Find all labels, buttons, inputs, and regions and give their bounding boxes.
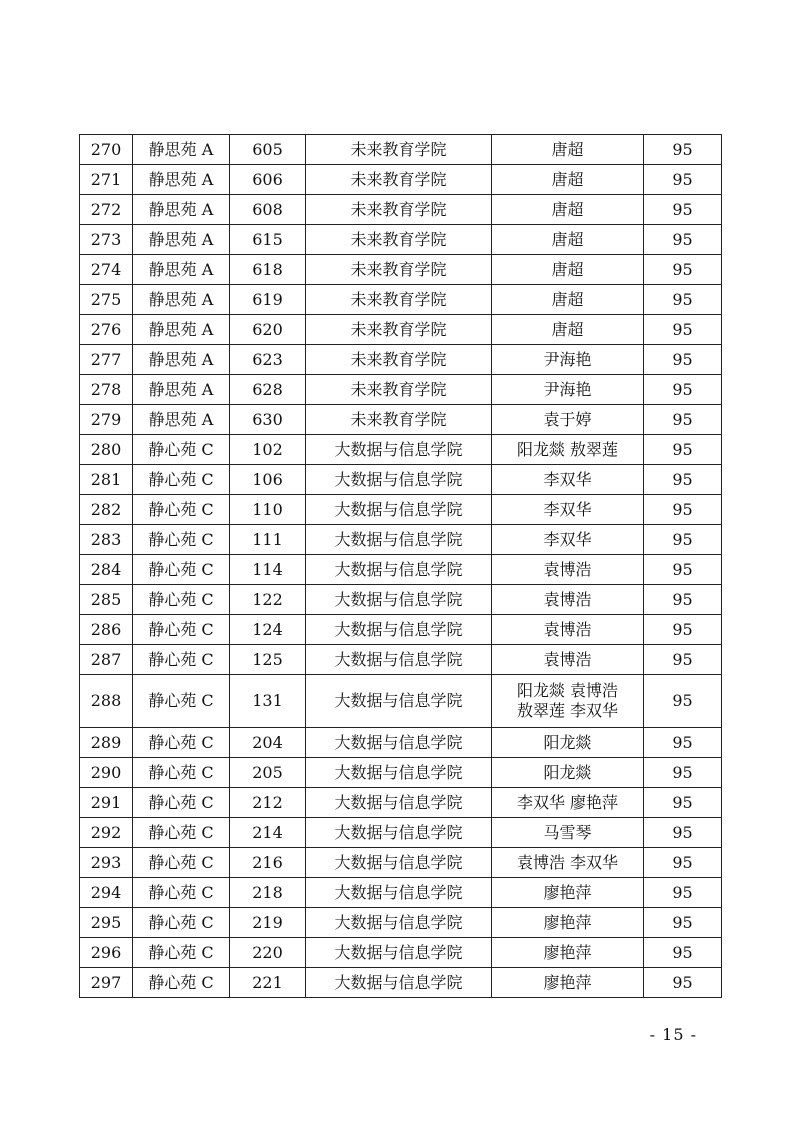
table-row bbox=[80, 315, 722, 345]
table-row bbox=[80, 908, 722, 938]
room-number-cell: 630 bbox=[230, 405, 306, 435]
row-index-cell: 279 bbox=[80, 405, 133, 435]
college-cell: 未来教育学院 bbox=[306, 345, 492, 375]
row-index-cell: 272 bbox=[80, 195, 133, 225]
responsible-person-names: 阳龙燚 bbox=[543, 732, 592, 752]
building-cell: 静心苑 C bbox=[133, 758, 230, 788]
responsible-person-names: 阳龙燚 bbox=[543, 762, 592, 782]
building-cell: 静思苑 A bbox=[133, 315, 230, 345]
responsible-person-names: 李双华 bbox=[543, 499, 592, 519]
score-cell: 95 bbox=[644, 788, 722, 818]
score-cell: 95 bbox=[644, 495, 722, 525]
table-row bbox=[80, 788, 722, 818]
responsible-person-cell bbox=[492, 818, 644, 848]
responsible-person-names: 尹海艳 bbox=[543, 349, 592, 369]
score-cell: 95 bbox=[644, 225, 722, 255]
responsible-person-cell bbox=[492, 728, 644, 758]
building-cell: 静思苑 A bbox=[133, 405, 230, 435]
row-index-cell: 296 bbox=[80, 938, 133, 968]
responsible-person-cell bbox=[492, 435, 644, 465]
responsible-person-names: 廖艳萍 bbox=[543, 912, 592, 932]
room-number-cell: 110 bbox=[230, 495, 306, 525]
room-number-cell: 111 bbox=[230, 525, 306, 555]
college-cell: 大数据与信息学院 bbox=[306, 435, 492, 465]
college-cell: 未来教育学院 bbox=[306, 135, 492, 165]
responsible-person-cell bbox=[492, 495, 644, 525]
table-row bbox=[80, 938, 722, 968]
responsible-person-cell bbox=[492, 938, 644, 968]
responsible-person-cell bbox=[492, 135, 644, 165]
responsible-person-names: 唐超 bbox=[551, 229, 584, 249]
table-row bbox=[80, 675, 722, 728]
row-index-cell: 285 bbox=[80, 585, 133, 615]
room-number-cell: 214 bbox=[230, 818, 306, 848]
responsible-person-cell bbox=[492, 195, 644, 225]
room-number-cell: 219 bbox=[230, 908, 306, 938]
building-cell: 静心苑 C bbox=[133, 585, 230, 615]
building-cell: 静思苑 A bbox=[133, 225, 230, 255]
row-index-cell: 289 bbox=[80, 728, 133, 758]
score-cell: 95 bbox=[644, 195, 722, 225]
room-number-cell: 606 bbox=[230, 165, 306, 195]
responsible-person-names: 唐超 bbox=[551, 319, 584, 339]
college-cell: 大数据与信息学院 bbox=[306, 525, 492, 555]
score-cell: 95 bbox=[644, 135, 722, 165]
score-cell: 95 bbox=[644, 165, 722, 195]
responsible-person-names: 李双华 bbox=[543, 529, 592, 549]
score-cell: 95 bbox=[644, 375, 722, 405]
college-cell: 未来教育学院 bbox=[306, 375, 492, 405]
row-index-cell: 278 bbox=[80, 375, 133, 405]
table-body bbox=[80, 135, 722, 998]
building-cell: 静心苑 C bbox=[133, 435, 230, 465]
table-row bbox=[80, 645, 722, 675]
score-cell: 95 bbox=[644, 315, 722, 345]
college-cell: 大数据与信息学院 bbox=[306, 615, 492, 645]
row-index-cell: 282 bbox=[80, 495, 133, 525]
score-cell: 95 bbox=[644, 908, 722, 938]
responsible-person-cell bbox=[492, 255, 644, 285]
responsible-person-cell bbox=[492, 315, 644, 345]
room-number-cell: 628 bbox=[230, 375, 306, 405]
table-row bbox=[80, 135, 722, 165]
room-number-cell: 620 bbox=[230, 315, 306, 345]
row-index-cell: 291 bbox=[80, 788, 133, 818]
score-cell: 95 bbox=[644, 255, 722, 285]
responsible-person-names: 尹海艳 bbox=[543, 379, 592, 399]
table-row bbox=[80, 285, 722, 315]
row-index-cell: 288 bbox=[80, 675, 133, 728]
page-number: - 15 - bbox=[649, 1025, 697, 1044]
responsible-person-names: 阳龙燚 袁博浩 bbox=[516, 681, 619, 700]
college-cell: 未来教育学院 bbox=[306, 405, 492, 435]
table-row bbox=[80, 465, 722, 495]
building-cell: 静思苑 A bbox=[133, 165, 230, 195]
row-index-cell: 270 bbox=[80, 135, 133, 165]
row-index-cell: 271 bbox=[80, 165, 133, 195]
building-cell: 静心苑 C bbox=[133, 938, 230, 968]
responsible-person-cell bbox=[492, 585, 644, 615]
responsible-person-names: 袁于婷 bbox=[543, 409, 592, 429]
room-number-cell: 605 bbox=[230, 135, 306, 165]
building-cell: 静心苑 C bbox=[133, 615, 230, 645]
score-cell: 95 bbox=[644, 525, 722, 555]
responsible-person-cell bbox=[492, 615, 644, 645]
building-cell: 静心苑 C bbox=[133, 465, 230, 495]
row-index-cell: 284 bbox=[80, 555, 133, 585]
room-number-cell: 131 bbox=[230, 675, 306, 728]
college-cell: 大数据与信息学院 bbox=[306, 968, 492, 998]
responsible-person-names: 廖艳萍 bbox=[543, 882, 592, 902]
score-cell: 95 bbox=[644, 615, 722, 645]
responsible-person-names: 唐超 bbox=[551, 199, 584, 219]
room-number-cell: 220 bbox=[230, 938, 306, 968]
responsible-person-names: 唐超 bbox=[551, 139, 584, 159]
row-index-cell: 295 bbox=[80, 908, 133, 938]
responsible-person-cell bbox=[492, 285, 644, 315]
college-cell: 大数据与信息学院 bbox=[306, 465, 492, 495]
college-cell: 大数据与信息学院 bbox=[306, 848, 492, 878]
room-number-cell: 615 bbox=[230, 225, 306, 255]
responsible-person-cell bbox=[492, 848, 644, 878]
college-cell: 大数据与信息学院 bbox=[306, 645, 492, 675]
college-cell: 未来教育学院 bbox=[306, 285, 492, 315]
score-cell: 95 bbox=[644, 728, 722, 758]
college-cell: 未来教育学院 bbox=[306, 315, 492, 345]
score-cell: 95 bbox=[644, 758, 722, 788]
college-cell: 大数据与信息学院 bbox=[306, 938, 492, 968]
building-cell: 静心苑 C bbox=[133, 525, 230, 555]
responsible-person-names: 李双华 廖艳萍 bbox=[516, 792, 619, 812]
row-index-cell: 275 bbox=[80, 285, 133, 315]
building-cell: 静思苑 A bbox=[133, 285, 230, 315]
building-cell: 静心苑 C bbox=[133, 788, 230, 818]
table-row bbox=[80, 555, 722, 585]
score-cell: 95 bbox=[644, 585, 722, 615]
room-number-cell: 102 bbox=[230, 435, 306, 465]
responsible-person-cell bbox=[492, 165, 644, 195]
responsible-person-cell bbox=[492, 555, 644, 585]
college-cell: 大数据与信息学院 bbox=[306, 758, 492, 788]
room-number-cell: 114 bbox=[230, 555, 306, 585]
responsible-person-names: 袁博浩 bbox=[543, 649, 592, 669]
building-cell: 静思苑 A bbox=[133, 375, 230, 405]
room-number-cell: 212 bbox=[230, 788, 306, 818]
table-row bbox=[80, 848, 722, 878]
responsible-person-names: 廖艳萍 bbox=[543, 942, 592, 962]
row-index-cell: 280 bbox=[80, 435, 133, 465]
row-index-cell: 290 bbox=[80, 758, 133, 788]
college-cell: 大数据与信息学院 bbox=[306, 818, 492, 848]
room-number-cell: 204 bbox=[230, 728, 306, 758]
room-number-cell: 623 bbox=[230, 345, 306, 375]
building-cell: 静思苑 A bbox=[133, 255, 230, 285]
building-cell: 静心苑 C bbox=[133, 675, 230, 728]
building-cell: 静心苑 C bbox=[133, 878, 230, 908]
room-number-cell: 205 bbox=[230, 758, 306, 788]
dorm-inspection-table bbox=[79, 134, 722, 998]
college-cell: 大数据与信息学院 bbox=[306, 878, 492, 908]
room-number-cell: 125 bbox=[230, 645, 306, 675]
responsible-person-names: 袁博浩 李双华 bbox=[516, 852, 619, 872]
college-cell: 大数据与信息学院 bbox=[306, 908, 492, 938]
score-cell: 95 bbox=[644, 818, 722, 848]
score-cell: 95 bbox=[644, 645, 722, 675]
row-index-cell: 287 bbox=[80, 645, 133, 675]
room-number-cell: 608 bbox=[230, 195, 306, 225]
responsible-person-names: 唐超 bbox=[551, 169, 584, 189]
college-cell: 大数据与信息学院 bbox=[306, 495, 492, 525]
score-cell: 95 bbox=[644, 345, 722, 375]
table-row bbox=[80, 728, 722, 758]
score-cell: 95 bbox=[644, 968, 722, 998]
row-index-cell: 294 bbox=[80, 878, 133, 908]
college-cell: 未来教育学院 bbox=[306, 165, 492, 195]
table-row bbox=[80, 585, 722, 615]
row-index-cell: 277 bbox=[80, 345, 133, 375]
table-row bbox=[80, 818, 722, 848]
row-index-cell: 273 bbox=[80, 225, 133, 255]
building-cell: 静思苑 A bbox=[133, 195, 230, 225]
responsible-person-cell bbox=[492, 345, 644, 375]
college-cell: 大数据与信息学院 bbox=[306, 555, 492, 585]
row-index-cell: 293 bbox=[80, 848, 133, 878]
room-number-cell: 218 bbox=[230, 878, 306, 908]
room-number-cell: 216 bbox=[230, 848, 306, 878]
responsible-person-names: 阳龙燚 敖翠莲 bbox=[516, 439, 619, 459]
score-cell: 95 bbox=[644, 465, 722, 495]
row-index-cell: 283 bbox=[80, 525, 133, 555]
responsible-person-names: 敖翠莲 李双华 bbox=[516, 701, 619, 720]
room-number-cell: 221 bbox=[230, 968, 306, 998]
responsible-person-cell bbox=[492, 675, 644, 728]
responsible-person-cell bbox=[492, 525, 644, 555]
building-cell: 静心苑 C bbox=[133, 968, 230, 998]
college-cell: 大数据与信息学院 bbox=[306, 675, 492, 728]
table-row bbox=[80, 165, 722, 195]
score-cell: 95 bbox=[644, 938, 722, 968]
row-index-cell: 281 bbox=[80, 465, 133, 495]
responsible-person-names: 袁博浩 bbox=[543, 559, 592, 579]
table-row bbox=[80, 525, 722, 555]
college-cell: 未来教育学院 bbox=[306, 195, 492, 225]
responsible-person-cell bbox=[492, 375, 644, 405]
table-row bbox=[80, 405, 722, 435]
responsible-person-cell bbox=[492, 968, 644, 998]
responsible-person-names: 李双华 bbox=[543, 469, 592, 489]
college-cell: 未来教育学院 bbox=[306, 255, 492, 285]
college-cell: 大数据与信息学院 bbox=[306, 788, 492, 818]
table-row bbox=[80, 345, 722, 375]
responsible-person-names: 袁博浩 bbox=[543, 619, 592, 639]
row-index-cell: 274 bbox=[80, 255, 133, 285]
row-index-cell: 292 bbox=[80, 818, 133, 848]
table-row bbox=[80, 495, 722, 525]
table-row bbox=[80, 878, 722, 908]
room-number-cell: 619 bbox=[230, 285, 306, 315]
responsible-person-names: 袁博浩 bbox=[543, 589, 592, 609]
responsible-person-cell bbox=[492, 645, 644, 675]
table-row bbox=[80, 195, 722, 225]
responsible-person-cell bbox=[492, 788, 644, 818]
responsible-person-cell bbox=[492, 405, 644, 435]
building-cell: 静心苑 C bbox=[133, 818, 230, 848]
responsible-person-cell bbox=[492, 465, 644, 495]
room-number-cell: 124 bbox=[230, 615, 306, 645]
building-cell: 静心苑 C bbox=[133, 645, 230, 675]
responsible-person-names: 唐超 bbox=[551, 289, 584, 309]
score-cell: 95 bbox=[644, 435, 722, 465]
table-row bbox=[80, 968, 722, 998]
table-row bbox=[80, 435, 722, 465]
score-cell: 95 bbox=[644, 555, 722, 585]
responsible-person-cell bbox=[492, 225, 644, 255]
room-number-cell: 106 bbox=[230, 465, 306, 495]
score-cell: 95 bbox=[644, 878, 722, 908]
score-cell: 95 bbox=[644, 285, 722, 315]
row-index-cell: 276 bbox=[80, 315, 133, 345]
responsible-person-names: 马雪琴 bbox=[543, 822, 592, 842]
row-index-cell: 286 bbox=[80, 615, 133, 645]
room-number-cell: 618 bbox=[230, 255, 306, 285]
row-index-cell: 297 bbox=[80, 968, 133, 998]
college-cell: 大数据与信息学院 bbox=[306, 728, 492, 758]
building-cell: 静心苑 C bbox=[133, 555, 230, 585]
building-cell: 静心苑 C bbox=[133, 848, 230, 878]
table-row bbox=[80, 758, 722, 788]
score-cell: 95 bbox=[644, 405, 722, 435]
score-cell: 95 bbox=[644, 675, 722, 728]
responsible-person-names: 廖艳萍 bbox=[543, 972, 592, 992]
building-cell: 静思苑 A bbox=[133, 345, 230, 375]
table-row bbox=[80, 255, 722, 285]
building-cell: 静心苑 C bbox=[133, 908, 230, 938]
score-cell: 95 bbox=[644, 848, 722, 878]
responsible-person-cell bbox=[492, 758, 644, 788]
table-row bbox=[80, 615, 722, 645]
building-cell: 静思苑 A bbox=[133, 135, 230, 165]
building-cell: 静心苑 C bbox=[133, 495, 230, 525]
room-number-cell: 122 bbox=[230, 585, 306, 615]
table-row bbox=[80, 375, 722, 405]
college-cell: 大数据与信息学院 bbox=[306, 585, 492, 615]
building-cell: 静心苑 C bbox=[133, 728, 230, 758]
college-cell: 未来教育学院 bbox=[306, 225, 492, 255]
responsible-person-cell bbox=[492, 878, 644, 908]
responsible-person-cell bbox=[492, 908, 644, 938]
responsible-person-names: 唐超 bbox=[551, 259, 584, 279]
table-row bbox=[80, 225, 722, 255]
